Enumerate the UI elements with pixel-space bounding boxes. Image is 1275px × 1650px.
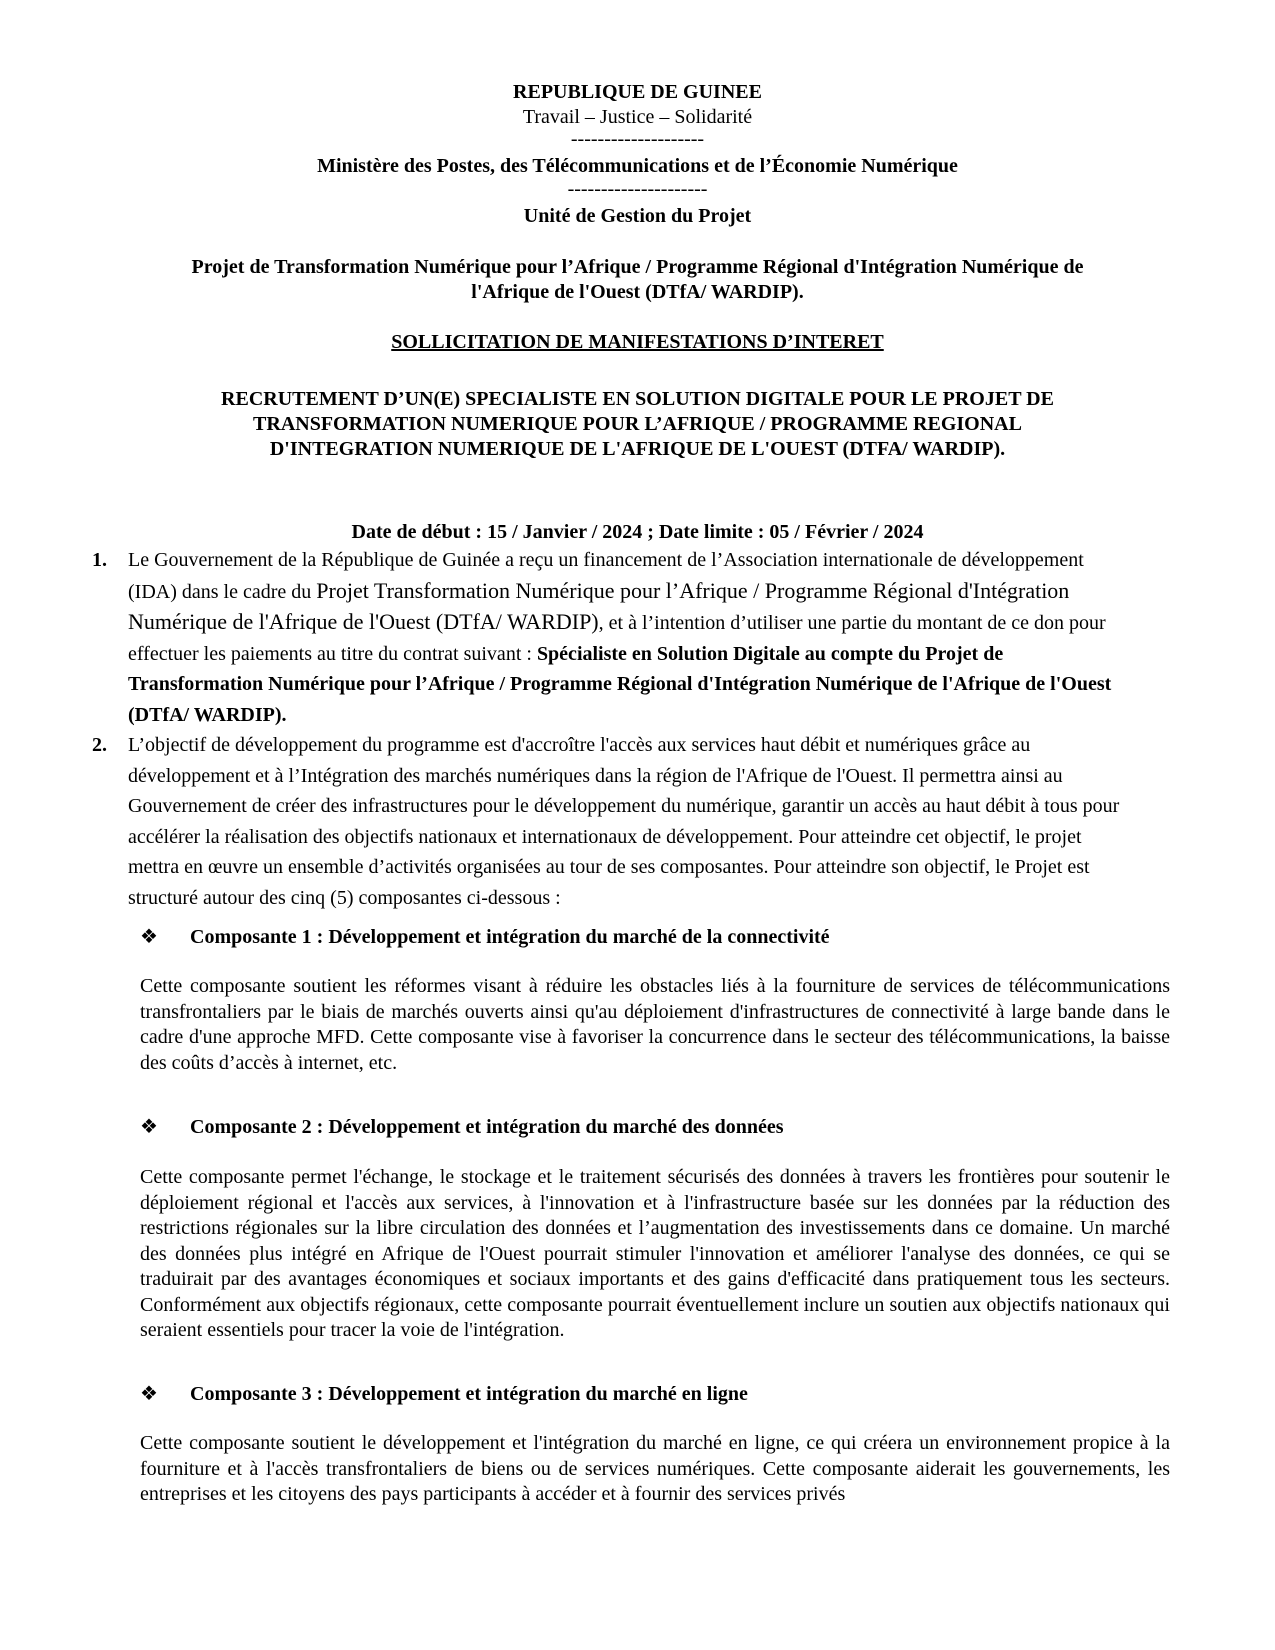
ministry-heading: Ministère des Postes, des Télécommunications et de l’Économie Numérique <box>317 155 958 177</box>
numbered-list <box>92 545 1132 913</box>
dates-line: Date de début : 15 / Janvier / 2024 ; Date limite : 05 / Février / 2024 <box>351 521 924 543</box>
item-number: 1. <box>92 549 107 571</box>
diamond-bullet-icon: ❖ <box>140 1383 158 1405</box>
component-heading <box>140 1381 748 1407</box>
component-body: Cette composante permet l'échange, le stockage et le traitement sécurisés des données à travers les frontières pour soutenir le déploiement régional et l'accès aux services, à l'innovation et à l'infrastructure basée sur les données par la réduction des restrictions régionales sur la libre circulation des données et l’augmentation des investissements dans ce domaine. Un marché des données plus intégré en Afrique de l'Ouest pourrait stimuler l'innovation et améliorer l'analyse des données, ce qui se traduirait par des avantages économiques et sociaux importants et des gains d'efficacité dans pratiquement tous les secteurs. Conformément aux objectifs régionaux, cette composante pourrait éventuellement inclure un soutien aux objectifs nationaux qui seraient essentiels pour tracer la voie de l'intégration. <box>140 1166 1170 1341</box>
item-text: , et à l’intention d’utiliser une partie du montant de ce don pour effectuer les paiements au titre du contrat suivant : <box>128 612 1106 665</box>
component-heading <box>140 924 830 950</box>
item-text: Le Gouvernement de la République de Guinée a reçu un financement de l’Association internationale de développement (IDA) dans le cadre du <box>128 549 1084 603</box>
component-title: Composante 3 : Développement et intégration du marché en ligne <box>190 1383 748 1405</box>
component-title: Composante 1 : Développement et intégration du marché de la connectivité <box>190 926 830 948</box>
diamond-bullet-icon: ❖ <box>140 926 158 948</box>
component-body: Cette composante soutient les réformes visant à réduire les obstacles liés à la fourniture de services de télécommunications transfrontaliers par le biais de marchés ouverts ainsi qu'au déploiement d'infrastructures de connectivité à large bande dans le cadre d'une approche MFD. Cette composante vise à favoriser la concurrence dans le secteur des télécommunications, la baisse des coûts d’accès à internet, etc. <box>140 975 1170 1074</box>
component-body: Cette composante soutient le développement et l'intégration du marché en ligne, ce qui créera un environnement propice à la fourniture et à l'accès transfrontaliers de biens ou de services numériques. Cette composante aiderait les gouvernements, les entreprises et les citoyens des pays participants à accéder et à fournir des services privés <box>140 1432 1170 1505</box>
recruitment-title-line: TRANSFORMATION NUMERIQUE POUR L’AFRIQUE / PROGRAMME REGIONAL <box>253 413 1022 435</box>
item-text: L’objectif de développement du programme est d'accroître l'accès aux services haut débit et numériques grâce au développement et à l’Intégration des marchés numériques dans la région de l'Afrique de l'Ouest. Il permettra ainsi au Gouvernement de créer des infrastructures pour le développement du numérique, garantir un accès au haut débit à tous pour accélérer la réalisation des objectifs nationaux et internationaux de développement. Pour atteindre cet objectif, le projet mettra en œuvre un ensemble d’activités organisées au tour de ses composantes. Pour atteindre son objectif, le Projet est structuré autour des cinq (5) composantes ci-dessous : <box>128 734 1120 909</box>
component-title: Composante 2 : Développement et intégration du marché des données <box>190 1116 784 1138</box>
separator-line: --------------------- <box>567 178 708 200</box>
item-number: 2. <box>92 734 107 756</box>
national-motto: Travail – Justice – Solidarité <box>522 106 753 128</box>
component-heading <box>140 1114 784 1140</box>
list-item <box>92 730 1132 913</box>
project-title-line: Projet de Transformation Numérique pour l’Afrique / Programme Régional d'Intégration Numérique de <box>191 256 1084 278</box>
separator-line: -------------------- <box>570 128 705 150</box>
project-title-line: l'Afrique de l'Ouest (DTfA/ WARDIP). <box>471 281 804 303</box>
item-project-name: Projet Transformation Numérique pour l’Afrique / Programme Régional d'Intégration Numérique de l'Afrique de l'Ouest (DTfA/ WARDIP) <box>128 577 1070 634</box>
diamond-bullet-icon: ❖ <box>140 1116 158 1138</box>
notice-title: SOLLICITATION DE MANIFESTATIONS D’INTERET <box>391 331 884 353</box>
recruitment-title-line: D'INTEGRATION NUMERIQUE DE L'AFRIQUE DE L'OUEST (DTFA/ WARDIP). <box>269 438 1006 460</box>
list-item <box>92 545 1132 730</box>
recruitment-title-line: RECRUTEMENT D’UN(E) SPECIALISTE EN SOLUTION DIGITALE POUR LE PROJET DE <box>221 388 1054 410</box>
unit-heading: Unité de Gestion du Projet <box>523 205 752 227</box>
item-contract-title: Spécialiste en Solution Digitale au compte du Projet de Transformation Numérique pour l’Afrique / Programme Régional d'Intégration Numérique de l'Afrique de l'Ouest (DTfA/ WARDIP). <box>128 642 1112 726</box>
country-heading: REPUBLIQUE DE GUINEE <box>513 81 762 103</box>
